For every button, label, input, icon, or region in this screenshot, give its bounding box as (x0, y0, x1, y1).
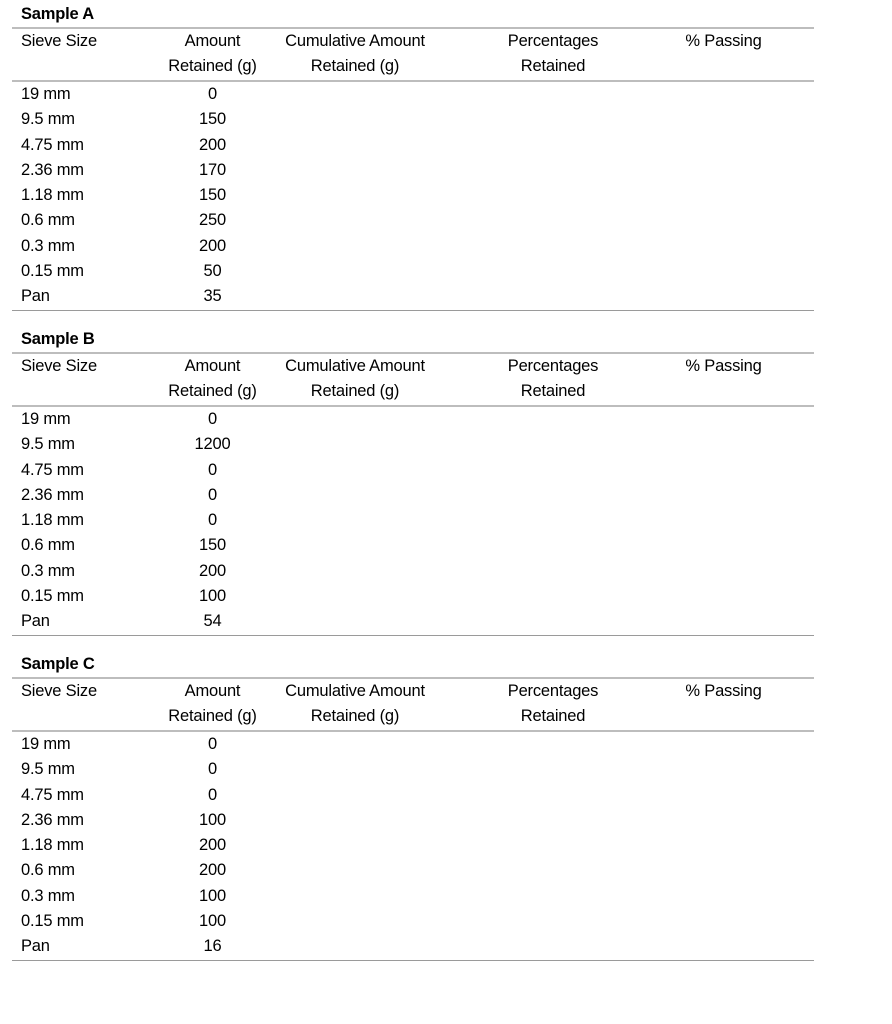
header-label-line1: Percentages (507, 32, 599, 50)
header-label-line1: Amount (184, 32, 241, 50)
cell-percent-passing (663, 107, 814, 132)
table-row (12, 259, 814, 284)
col-header-amount-retained (148, 353, 277, 406)
table-row (12, 934, 814, 960)
header-label-line1: Amount (184, 357, 241, 375)
cell-percent-passing (663, 183, 814, 208)
sieve-analysis-table (12, 27, 814, 311)
cell-cumulative-retained (277, 208, 433, 233)
cell-cumulative-retained (277, 559, 433, 584)
cell-amount-retained: 54 (203, 612, 222, 631)
cell-amount-retained: 0 (208, 85, 217, 103)
table-header-row (12, 678, 814, 731)
col-header-amount-retained (148, 28, 277, 81)
cell-percent-retained (433, 609, 663, 635)
cell-sieve-size: 2.36 mm (21, 485, 84, 504)
cell-percent-retained (433, 559, 663, 584)
cell-cumulative-retained (277, 833, 433, 858)
cell-percent-passing (663, 208, 814, 233)
col-header-percentages-retained (433, 28, 663, 81)
cell-sieve-size: 0.6 mm (21, 211, 75, 230)
cell-cumulative-retained (277, 284, 433, 310)
table-row (12, 909, 814, 934)
header-label-line2: Retained (g) (310, 707, 400, 725)
cell-cumulative-retained (277, 909, 433, 934)
cell-percent-passing (663, 81, 814, 107)
cell-sieve-size: 1.18 mm (21, 511, 84, 530)
table-row (12, 458, 814, 483)
cell-amount-retained: 16 (203, 937, 222, 956)
cell-amount-retained: 150 (199, 536, 226, 555)
cell-sieve-size: 4.75 mm (21, 460, 84, 479)
cell-sieve-size: 0.6 mm (21, 536, 75, 555)
table-row (12, 858, 814, 883)
sample-title: Sample A (21, 5, 94, 23)
cell-cumulative-retained (277, 858, 433, 883)
col-header-cumulative-retained (277, 28, 433, 81)
table-row (12, 406, 814, 432)
cell-amount-retained: 200 (199, 236, 226, 255)
col-header-percent-passing (663, 678, 814, 731)
table-row (12, 609, 814, 635)
cell-amount-retained: 50 (203, 262, 222, 281)
cell-sieve-size: 1.18 mm (21, 186, 84, 205)
col-header-sieve-size (12, 678, 148, 731)
cell-cumulative-retained (277, 757, 433, 782)
cell-percent-retained (433, 757, 663, 782)
cell-amount-retained: 200 (199, 135, 226, 154)
cell-sieve-size: 0.15 mm (21, 912, 84, 931)
cell-cumulative-retained (277, 133, 433, 158)
cell-sieve-size: 4.75 mm (21, 785, 84, 804)
header-label: % Passing (685, 682, 762, 700)
cell-sieve-size: 19 mm (21, 735, 71, 753)
table-row (12, 731, 814, 757)
cell-amount-retained: 0 (208, 735, 217, 753)
cell-sieve-size: 0.15 mm (21, 262, 84, 281)
cell-amount-retained: 0 (208, 785, 217, 804)
header-label-line1: Cumulative Amount (285, 682, 425, 700)
header-label: Sieve Size (21, 682, 97, 700)
cell-percent-retained (433, 934, 663, 960)
header-label-line2: Retained (g) (168, 57, 257, 75)
cell-cumulative-retained (277, 884, 433, 909)
cell-amount-retained: 200 (199, 836, 226, 855)
cell-amount-retained: 100 (199, 912, 226, 931)
cell-percent-retained (433, 406, 663, 432)
cell-cumulative-retained (277, 609, 433, 635)
cell-cumulative-retained (277, 483, 433, 508)
cell-sieve-size: 0.3 mm (21, 561, 75, 580)
cell-cumulative-retained (277, 508, 433, 533)
cell-percent-passing (663, 731, 814, 757)
header-label: Sieve Size (21, 32, 97, 50)
table-row (12, 833, 814, 858)
cell-sieve-size: 4.75 mm (21, 135, 84, 154)
cell-amount-retained: 150 (199, 110, 226, 129)
header-label-line2: Retained (520, 707, 586, 725)
cell-percent-retained (433, 259, 663, 284)
cell-sieve-size: Pan (21, 287, 50, 306)
table-row (12, 508, 814, 533)
col-header-percent-passing (663, 28, 814, 81)
cell-cumulative-retained (277, 731, 433, 757)
table-row (12, 757, 814, 782)
table-row (12, 559, 814, 584)
cell-cumulative-retained (277, 234, 433, 259)
cell-percent-passing (663, 158, 814, 183)
cell-percent-retained (433, 584, 663, 609)
sample-title: Sample C (21, 655, 95, 673)
cell-percent-retained (433, 81, 663, 107)
cell-amount-retained: 200 (199, 561, 226, 580)
cell-amount-retained: 150 (199, 186, 226, 205)
header-label: % Passing (685, 32, 762, 50)
cell-cumulative-retained (277, 934, 433, 960)
cell-cumulative-retained (277, 432, 433, 457)
cell-percent-passing (663, 808, 814, 833)
sieve-analysis-table (12, 352, 814, 636)
cell-percent-passing (663, 234, 814, 259)
sieve-analysis-table (12, 677, 814, 961)
cell-percent-retained (433, 884, 663, 909)
cell-percent-retained (433, 432, 663, 457)
cell-percent-passing (663, 757, 814, 782)
col-header-percent-passing (663, 353, 814, 406)
sample-b-section (12, 327, 814, 636)
header-label-line2: Retained (g) (310, 382, 400, 400)
table-row (12, 483, 814, 508)
cell-cumulative-retained (277, 533, 433, 558)
cell-cumulative-retained (277, 81, 433, 107)
cell-percent-retained (433, 158, 663, 183)
table-header-row (12, 28, 814, 81)
cell-percent-passing (663, 483, 814, 508)
header-label: % Passing (685, 357, 762, 375)
cell-percent-retained (433, 133, 663, 158)
cell-percent-passing (663, 609, 814, 635)
cell-amount-retained: 100 (199, 810, 226, 829)
table-row (12, 208, 814, 233)
cell-amount-retained: 0 (208, 511, 217, 530)
cell-percent-retained (433, 234, 663, 259)
cell-percent-passing (663, 533, 814, 558)
header-label-line2: Retained (g) (168, 707, 257, 725)
cell-sieve-size: 9.5 mm (21, 110, 75, 129)
cell-percent-passing (663, 858, 814, 883)
cell-sieve-size: Pan (21, 612, 50, 631)
cell-percent-retained (433, 858, 663, 883)
cell-sieve-size: 0.6 mm (21, 861, 75, 880)
cell-cumulative-retained (277, 183, 433, 208)
cell-percent-passing (663, 934, 814, 960)
col-header-amount-retained (148, 678, 277, 731)
col-header-sieve-size (12, 28, 148, 81)
cell-amount-retained: 250 (199, 211, 226, 230)
cell-percent-passing (663, 284, 814, 310)
cell-amount-retained: 0 (208, 485, 217, 504)
header-label-line2: Retained (520, 382, 586, 400)
table-header-row (12, 353, 814, 406)
cell-amount-retained: 35 (203, 287, 222, 306)
cell-amount-retained: 100 (199, 886, 226, 905)
cell-percent-passing (663, 406, 814, 432)
col-header-percentages-retained (433, 678, 663, 731)
sample-c-section (12, 652, 814, 961)
cell-sieve-size: 0.3 mm (21, 886, 75, 905)
cell-sieve-size: Pan (21, 937, 50, 956)
cell-percent-retained (433, 208, 663, 233)
cell-percent-passing (663, 584, 814, 609)
cell-cumulative-retained (277, 783, 433, 808)
header-label-line1: Amount (184, 682, 241, 700)
cell-percent-passing (663, 783, 814, 808)
cell-percent-retained (433, 783, 663, 808)
table-row (12, 884, 814, 909)
cell-percent-passing (663, 909, 814, 934)
col-header-cumulative-retained (277, 678, 433, 731)
table-row (12, 533, 814, 558)
header-label-line1: Percentages (507, 357, 599, 375)
cell-amount-retained: 1200 (194, 435, 231, 454)
table-row (12, 183, 814, 208)
cell-sieve-size: 19 mm (21, 410, 71, 428)
cell-percent-retained (433, 508, 663, 533)
cell-percent-retained (433, 731, 663, 757)
cell-percent-passing (663, 432, 814, 457)
table-row (12, 107, 814, 132)
cell-amount-retained: 0 (208, 410, 217, 428)
sample-a-section (12, 2, 814, 311)
table-row (12, 158, 814, 183)
table-row (12, 81, 814, 107)
cell-cumulative-retained (277, 107, 433, 132)
cell-cumulative-retained (277, 458, 433, 483)
cell-percent-retained (433, 533, 663, 558)
cell-percent-passing (663, 133, 814, 158)
table-row (12, 783, 814, 808)
cell-percent-retained (433, 183, 663, 208)
cell-percent-retained (433, 284, 663, 310)
cell-sieve-size: 9.5 mm (21, 435, 75, 454)
cell-percent-passing (663, 259, 814, 284)
cell-cumulative-retained (277, 406, 433, 432)
table-row (12, 234, 814, 259)
cell-amount-retained: 200 (199, 861, 226, 880)
cell-cumulative-retained (277, 158, 433, 183)
table-row (12, 808, 814, 833)
header-label-line2: Retained (520, 57, 586, 75)
cell-cumulative-retained (277, 584, 433, 609)
cell-percent-passing (663, 884, 814, 909)
cell-sieve-size: 2.36 mm (21, 160, 84, 179)
cell-sieve-size: 0.15 mm (21, 587, 84, 606)
cell-sieve-size: 9.5 mm (21, 760, 75, 779)
table-row (12, 133, 814, 158)
cell-percent-passing (663, 508, 814, 533)
cell-percent-passing (663, 833, 814, 858)
col-header-sieve-size (12, 353, 148, 406)
cell-sieve-size: 0.3 mm (21, 236, 75, 255)
cell-cumulative-retained (277, 808, 433, 833)
header-label-line2: Retained (g) (310, 57, 400, 75)
header-label-line1: Cumulative Amount (285, 357, 425, 375)
cell-amount-retained: 100 (199, 587, 226, 606)
header-label: Sieve Size (21, 357, 97, 375)
cell-cumulative-retained (277, 259, 433, 284)
cell-percent-retained (433, 458, 663, 483)
cell-sieve-size: 19 mm (21, 85, 71, 103)
cell-amount-retained: 0 (208, 760, 217, 779)
cell-sieve-size: 1.18 mm (21, 836, 84, 855)
cell-amount-retained: 170 (199, 160, 226, 179)
table-row (12, 584, 814, 609)
cell-amount-retained: 0 (208, 460, 217, 479)
cell-percent-passing (663, 458, 814, 483)
sample-title: Sample B (21, 330, 95, 348)
cell-percent-retained (433, 909, 663, 934)
header-label-line1: Cumulative Amount (285, 32, 425, 50)
table-row (12, 284, 814, 310)
cell-percent-retained (433, 833, 663, 858)
cell-percent-retained (433, 107, 663, 132)
cell-percent-passing (663, 559, 814, 584)
table-row (12, 432, 814, 457)
header-label-line1: Percentages (507, 682, 599, 700)
col-header-percentages-retained (433, 353, 663, 406)
cell-sieve-size: 2.36 mm (21, 810, 84, 829)
cell-percent-retained (433, 808, 663, 833)
col-header-cumulative-retained (277, 353, 433, 406)
cell-percent-retained (433, 483, 663, 508)
header-label-line2: Retained (g) (168, 382, 257, 400)
